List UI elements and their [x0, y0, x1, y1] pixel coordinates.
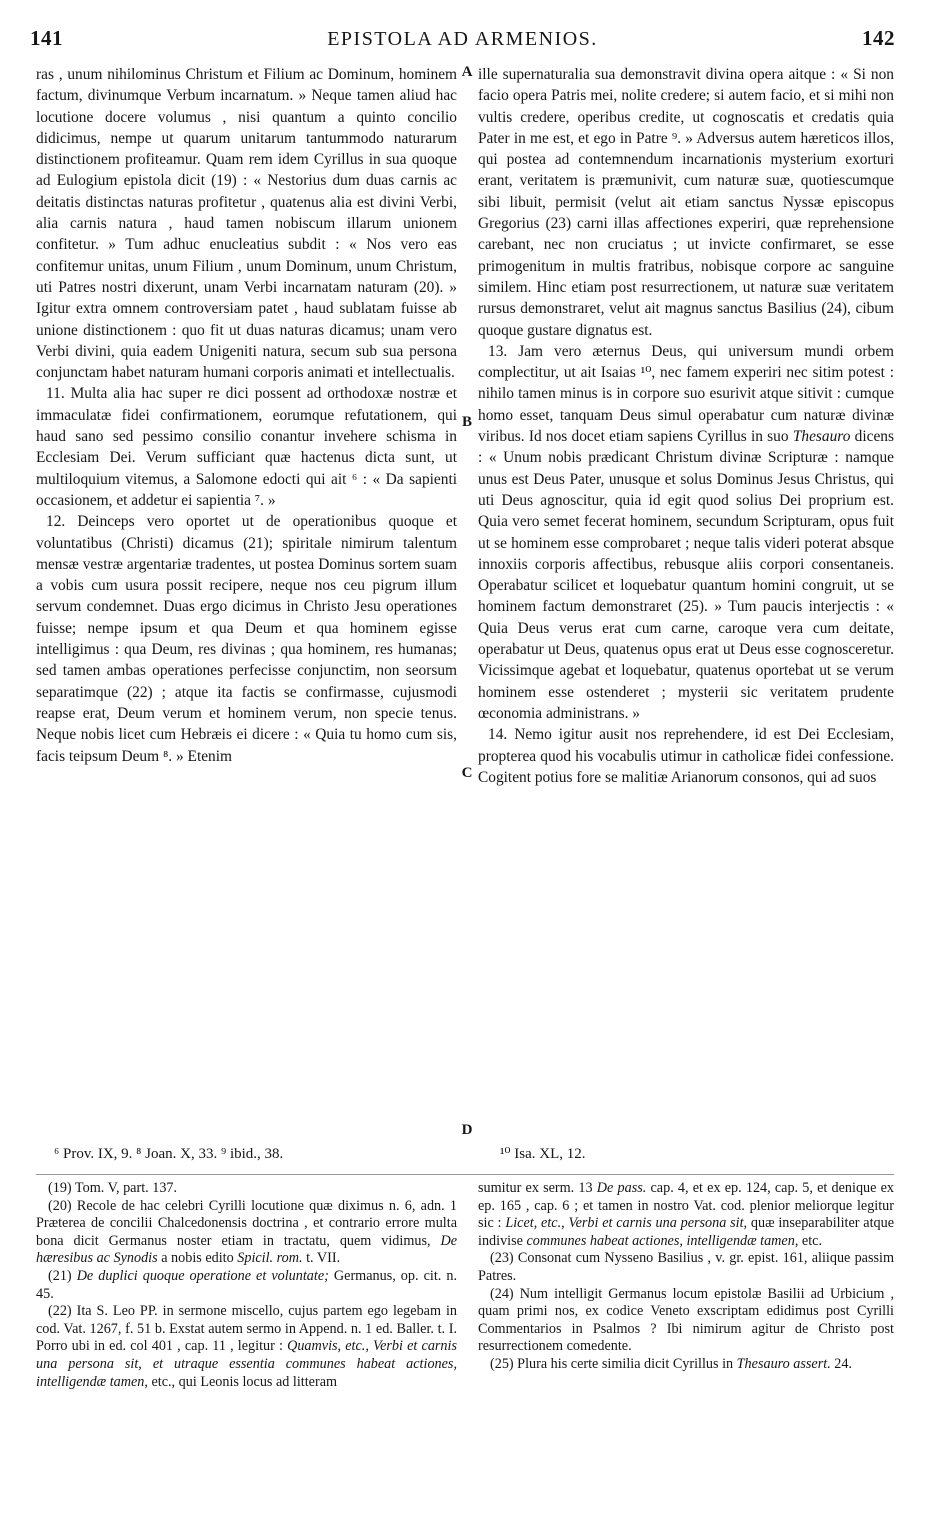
footnote-22-continued: sumitur ex serm. 13 De pass. cap. 4, et ex ep. 124, cap. 5, et denique ex ep. 165 , cap. 6 ; et tamen in nostro Vat. cod. plenior meliorque legitur sic : Licet, etc., Verbi et carnis una persona sit, quæ inseparabiliter atque indivise communes habeat actiones, intelligendæ tamen, etc. — [478, 1180, 894, 1249]
page-number-right: 142 — [862, 26, 895, 50]
margin-marker-d: D — [461, 1122, 473, 1138]
margin-marker-a: A — [461, 64, 473, 80]
main-column-right — [478, 64, 894, 1142]
paragraph-11: 11. Multa alia hac super re dici possent ad orthodoxæ nostræ et immaculatæ fidei confirmationem, eorumque refutationem, qui haud sano sed pessimo consilio conantur invehere schisma in Ecclesiam Dei. Verum sufficiant quæ hactenus dicta sunt, ut multiloquium vitemus, a Salomone edocti qui ait ⁶ : « Da sapienti occasionem, et addetur ei sapientia ⁷. » — [36, 385, 457, 509]
main-column-left — [36, 64, 457, 1142]
running-header — [30, 26, 895, 60]
paragraph-10-continued: ras , unum nihilominus Christum et Filium ac Dominum, hominem factum, divinumque Verbum incarnatum. » Neque tamen aliud hac locutione docere volumus , nisi quantum a quinto concilio didicimus, nempe ut quarum unitarum tantummodo naturarum distinctionem profiteamur. Quam rem idem Cyrillus in sua quoque ad Eulogium epistola dicit (19) : « Nestorius dum duas carnis ac deitatis distinctas naturas profitetur , quatenus alia est divini Verbi, alia carnis natura , haud tamen nobiscum illarum unionem confitetur. » Tum adhuc enucleatius subdit : « Nos vero eas confitemur unitas, unum Filium , unum Dominum, unum Christum, uti Patres nostri dixerunt, unam Verbi incarnatam naturam (20). » Igitur extra omnem controversiam patet , haud sublatam fuisse ab unione distinctionem : quo fit ut duas naturas dicamus; unam vero Verbi divini, quia eadem Unigeniti natura, secum sub sua persona conjunctam habet naturam humani corporis animati et intellectualis. — [36, 66, 457, 382]
page-number-left: 141 — [30, 26, 63, 50]
paragraph-12-continued: ille supernaturalia sua demonstravit divina opera aitque : « Si non facio opera Patris mei, nolite credere; si autem facio, et si mihi non vultis credere, operibus credite, ut cognoscatis et credatis quia Pater in me est, et ego in Patre ⁹. » Adversus autem hæreticos illos, qui postea ad contemnendum incarnationis mysterium exorturi erant, veritatem is præmunivit, cum naturæ suæ, quotiescumque sibi libuit, permisit (velut ait etiam sanctus Nyssæ episcopus Gregorius (23) carni illas affectiones experiri, quæ reprehensione carebant, nec non cruciatus ; ut invicte confirmaret, se esse primogenitum in multis fratribus, nobisque corpore ac sanguine similem. Hinc etiam post resurrectionem, ut naturæ suæ veritatem rursus demonstraret, velut ait magnus sanctus Basilius (24), cibum quoque gustare dignatus est. — [478, 66, 894, 339]
paragraph-13: 13. Jam vero æternus Deus, qui universum mundi orbem complectitur, ut ait Isaias ¹⁰, nec famem experiri nec sitim potest : nihilo tamen minus is in corpore suo esurivit atque sitivit : cumque homo esset, tanquam Deus simul operabatur cum naturæ divinæ viribus. Id nos docet etiam sapiens Cyrillus in suo Thesauro dicens : « Unum nobis prædicant Christum divinæ Scripturæ : namque unus est Deus Pater, unusque et solus Dominus Jesus Christus, qui uti Deus agnoscitur, quia id egit quod solius Dei proprium est. Quia vero semet fecerat hominem, secundum Scripturam, opus fuit ut se hominem esse comprobaret ; neque talis videri poterat absque innoxiis corporis affectibus, rebusque aliis corpori consentaneis. Operabatur scilicet et loquebatur quantum homini congruit, ut se hominem factum demonstraret (25). » Tum paucis interjectis : « Quia Deus verus erat cum carne, caroque vera cum deitate, operabatur ut Deus, quatenus opus erat ut Deus esse cognosceretur. Vicissimque agebat et loquebatur, quatenus oportebat ut se verum hominem esse ostenderet ; mysterii sic veritatem prudente œconomia administrans. » — [478, 342, 894, 722]
footnotes-right — [478, 1180, 894, 1480]
scripture-references-right: ¹⁰ Isa. XL, 12. — [500, 1146, 586, 1162]
paragraph-14: 14. Nemo igitur ausit nos reprehendere, id est Dei Ecclesiam, propterea quod his vocabulis utimur in catholicæ fidei confessione. Cogitent potius fore se malitiæ Arianorum consonos, qui ad suos — [478, 726, 894, 786]
paragraph-12: 12. Deinceps vero oportet ut de operationibus quoque et voluntatibus (Christi) dicamus (21); spiritale nimirum talentum mensæ vestræ argentariæ tradentes, ut postea Dominus sortem suam a vobis cum usura possit recipere, neque nos ceu pigrum illum servum condemnet. Duas ergo dicimus in Christo Jesu operationes fuisse; nempe ipsum et qua Deum et qua hominem egisse intelligimus : qua Deum, res divinas ; qua hominem, res humanas; sed tamen ambas operationes perfecisse conjunctim, non seorsum separatimque (22) ; atque ita factis se confirmasse, cujusmodi reapse erat, Deum verum et hominem verum, non specie tenus. Neque nobis licet cum Hebræis ei dicere : « Quia tu homo cum sis, facis teipsum Deum ⁸. » Etenim — [36, 513, 457, 765]
footnote-divider — [36, 1174, 894, 1175]
footnote-24: (24) Num intelligit Germanus locum epistolæ Basilii ad Urbicium , quam primi nos, ex codice Veneto exscriptam edidimus post Cyrilli Commentarios in Psalmos ? Ibi nimirum agitur de Christo post resurrectionem comedente. — [478, 1285, 894, 1355]
footnote-20: (20) Recole de hac celebri Cyrilli locutione quæ diximus n. 6, adn. 1 Præterea de concilii Chalcedonensis doctrina , et contrario errore multa bona dicit Germanus noster etiam in tractatu, quem vidimus, De hæresibus ac Synodis a nobis edito Spicil. rom. t. VII. — [36, 1197, 457, 1267]
footnote-21: (21) De duplici quoque operatione et voluntate; Germanus, op. cit. n. 45. — [36, 1267, 457, 1302]
thesaurus-title: Thesauro — [792, 428, 851, 446]
footnotes-left — [36, 1180, 457, 1480]
footnote-19: (19) Tom. V, part. 137. — [48, 1180, 178, 1196]
footnote-25: (25) Plura his certe similia dicit Cyrillus in Thesauro assert. 24. — [490, 1355, 853, 1372]
running-title: EPISTOLA AD ARMENIOS. — [327, 28, 598, 50]
margin-marker-c: C — [461, 765, 473, 781]
footnote-23: (23) Consonat cum Nysseno Basilius , v. gr. epist. 161, aliique passim Patres. — [478, 1250, 894, 1284]
margin-marker-b: B — [461, 414, 472, 430]
scripture-references-left: ⁶ Prov. IX, 9. ⁸ Joan. X, 33. ⁹ ibid., 38. — [54, 1146, 284, 1162]
footnote-22: (22) Ita S. Leo PP. in sermone miscello, cujus partem ego legebam in cod. Vat. 1267, f. 51 b. Exstat autem sermo in Append. n. 1 ed. Baller. t. I. Porro ubi in ed. col 401 , cap. 11 , legitur : Quamvis, etc., Verbi et carnis una persona sit, et utraque essentia communes habeat actiones, intelligendæ tamen, etc., qui Leonis locus ad litteram — [36, 1303, 457, 1390]
